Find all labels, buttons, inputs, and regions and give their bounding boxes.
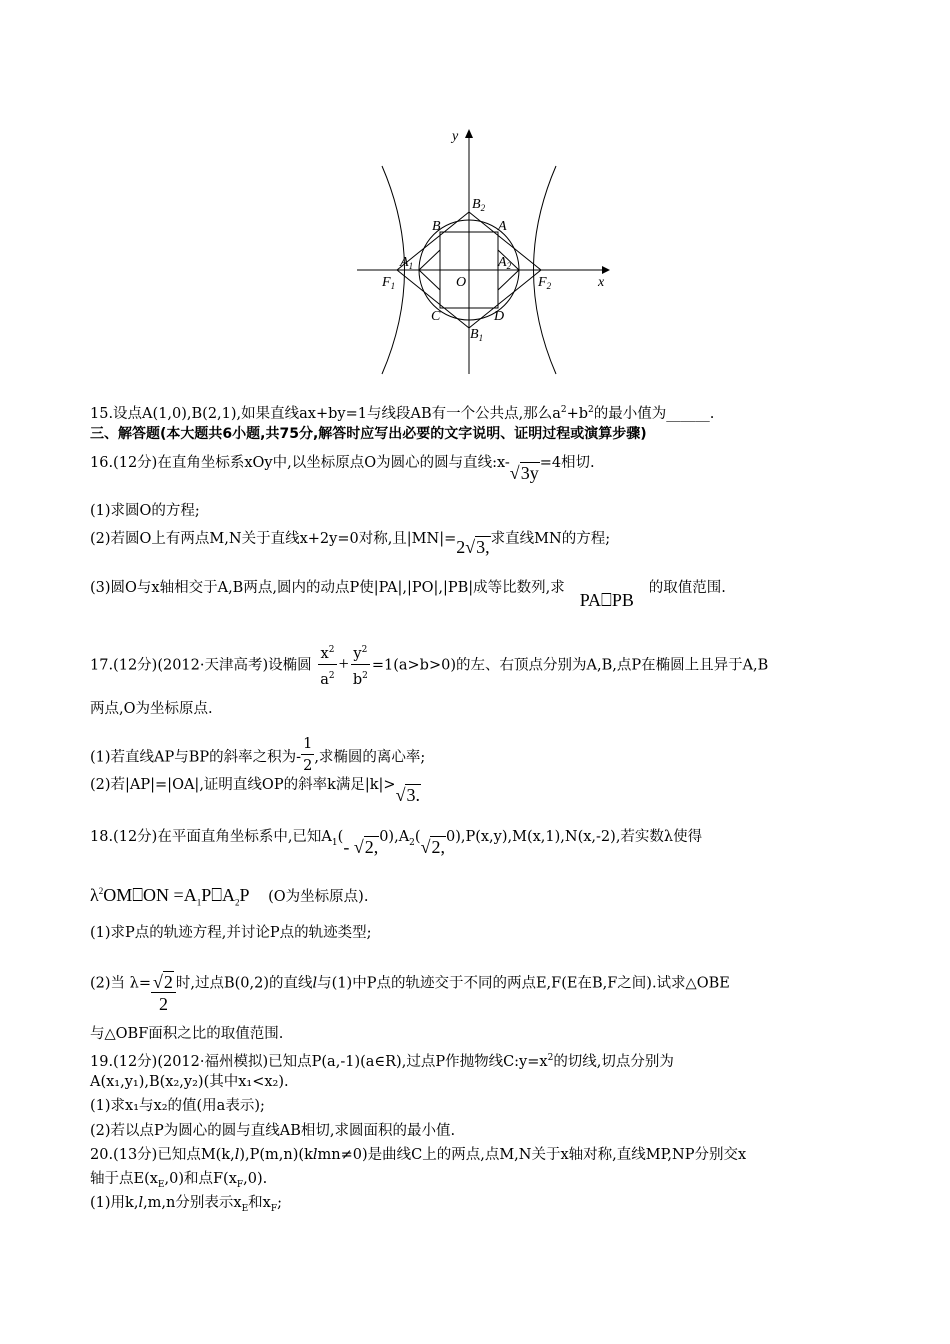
conic-figure: [352, 126, 612, 376]
q18-eq-note: (O为坐标原点).: [268, 889, 369, 905]
question-15: [90, 401, 714, 423]
q17-p1b: ,求椭圆的离心率;: [314, 749, 426, 766]
q19-part2: (2)若以点P为圆心的圆与直线AB相切,求圆面积的最小值.: [90, 1123, 456, 1139]
q20-l2b: ,0)和点F(x: [164, 1171, 237, 1187]
q20-l1c: mn≠0)是曲线C上的两点,点M,N关于x轴对称,直线MP,NP分别交x: [317, 1147, 747, 1163]
label-b: B: [432, 219, 441, 234]
q16-p2r: 2: [456, 537, 466, 557]
q17-cont: 两点,O为坐标原点.: [90, 701, 213, 717]
q16-part2: [90, 528, 611, 557]
q17-p1a: (1)若直线AP与BP的斜率之积为-: [90, 749, 302, 766]
q18-cont: 与△OBF面积之比的取值范围.: [90, 1026, 284, 1042]
q18-p2-frac: $\frac{√2}{2}$: [151, 972, 176, 1015]
y-axis-arrow-icon: [465, 129, 473, 138]
q19-l1s: 2: [547, 1053, 554, 1063]
q16-sqrt: √3y: [509, 463, 539, 483]
label-x: x: [598, 275, 605, 290]
label-o: O: [456, 275, 467, 290]
q20-l2c: ,0).: [243, 1171, 268, 1187]
label-a2: $A_2$: [498, 255, 512, 271]
q18-head: 18.(12分)在平面直角坐标系中,已知A: [90, 829, 332, 845]
q20-part1: [90, 1194, 282, 1218]
question-16: [90, 452, 595, 483]
q18-sqrt2: √2,: [420, 837, 445, 857]
q17-p2-sqrt: √3.: [395, 785, 420, 805]
q15-mid: +b: [566, 405, 589, 422]
q15-text: 15.设点A(1,0),B(2,1),如果直线ax+by=1与线段AB有一个公共点,那么a: [90, 405, 561, 422]
q17-part1: [90, 736, 425, 779]
q15-sup1: 2: [560, 405, 567, 415]
q20-l2f: F: [236, 1179, 244, 1190]
q20-l1l-2: l: [312, 1147, 318, 1163]
q17-part2: [90, 774, 421, 805]
q20-p1-l: l: [138, 1195, 144, 1211]
q18-m1: 0),A: [379, 829, 410, 845]
q16-p2b: 求直线MN的方程;: [490, 531, 611, 547]
q19-l1a: 19.(12分)(2012·福州模拟)已知点P(a,-1)(a∈R),过点P作抛物线C:y=x: [90, 1053, 548, 1070]
x-axis-arrow-icon: [602, 266, 610, 274]
q20-l2e: E: [157, 1179, 165, 1190]
q18-tail: 0),P(x,y),M(x,1),N(x,-2),若实数λ使得: [445, 829, 703, 845]
q16-p2a: (2)若圆O上有两点M,N关于直线x+2y=0对称,且|MN|=: [90, 531, 457, 547]
question-17: 17.(12分)(2012·天津高考)设椭圆 $\frac{x^2}{a^2}$ + $\frac{y^2}{b^2}$ =1(a>b>0)的左、右顶点分别为A,B,点P在椭圆上且异于A,B: [90, 640, 768, 691]
q16-p3b: 的取值范围.: [648, 580, 726, 596]
q17-head: 17.(12分)(2012·天津高考)设椭圆: [90, 657, 312, 674]
q16-part1: (1)求圆O的方程;: [90, 503, 200, 519]
q18-s2: 2: [409, 837, 415, 848]
q18-part2: [90, 962, 730, 1014]
q20-l1l: l: [234, 1147, 240, 1163]
question-20: [90, 1146, 746, 1164]
q20-p1e: E: [241, 1203, 249, 1214]
q18-eq-formula: $\lambda^2OM⎕ON$ $=A_1P⎕A_2P$: [90, 885, 250, 908]
q16-head: 16.(12分)在直角坐标系xOy中,以坐标原点O为圆心的圆与直线:x-: [90, 455, 510, 471]
label-a: A: [498, 219, 507, 234]
q18-p2c: 与(1)中P点的轨迹交于不同的两点E,F(E在B,F之间).试求△OBE: [317, 975, 730, 992]
label-b1: $B_1$: [470, 327, 484, 343]
label-f1: $F_1$: [382, 275, 396, 291]
q18-s1: 1: [331, 837, 338, 848]
q16-p3-vector: PA⎕PB: [579, 590, 634, 610]
q18-sqrt1: - √2,: [343, 837, 379, 857]
q18-p2l: l: [312, 975, 318, 992]
q19-l1b: 的切线,切点分别为: [553, 1053, 674, 1070]
label-c: C: [431, 309, 441, 324]
q17-p2a: (2)若|AP|=|OA|,证明直线OP的斜率k满足|k|>: [90, 777, 396, 793]
q20-p1a: (1)用k,: [90, 1195, 139, 1211]
q16-p2-sqrt: √3,: [465, 537, 490, 557]
q20-p1d: ;: [277, 1195, 282, 1211]
q20-p1b: ,m,n分别表示x: [143, 1195, 242, 1211]
figure-svg: [352, 126, 612, 376]
q15-sup2: 2: [588, 405, 594, 415]
q18-o1: (: [337, 829, 344, 845]
q16-p3a: (3)圆O与x轴相交于A,B两点,圆内的动点P使|PA|,|PO|,|PB|成等比数列,求: [90, 580, 565, 596]
q17-p1-frac: $\frac{1}{2}$: [303, 736, 313, 774]
label-a1: $A_1$: [400, 255, 414, 271]
q19-part1: (1)求x₁与x₂的值(用a表示);: [90, 1098, 265, 1114]
q20-l1a: 20.(13分)已知点M(k,: [90, 1147, 235, 1163]
label-f2: $F_2$: [538, 275, 552, 291]
q20-p1c: 和x: [248, 1195, 271, 1211]
q19-line2: A(x₁,y₁),B(x₂,y₂)(其中x₁<x₂).: [90, 1074, 289, 1090]
label-y: y: [452, 129, 459, 144]
q17-frac-x: $\frac{x^2}{a^2}$: [318, 640, 336, 691]
q20-l2: 轴于点E(x: [90, 1171, 158, 1187]
q18-o2: (: [414, 829, 421, 845]
q20-line2: [90, 1170, 267, 1194]
q16-part3: [90, 577, 726, 610]
q18-p2a: (2)当 λ=: [90, 975, 151, 992]
q20-l1b: ),P(m,n)(k: [239, 1147, 313, 1163]
q17-tail: =1(a>b>0)的左、右顶点分别为A,B,点P在椭圆上且异于A,B: [371, 657, 769, 674]
label-d: D: [494, 309, 505, 324]
label-b2: $B_2$: [472, 197, 486, 213]
q16-tail: =4相切.: [539, 455, 595, 471]
q17-frac-y: $\frac{y^2}{b^2}$: [351, 640, 370, 691]
question-18: [90, 826, 703, 857]
q20-p1f: F: [270, 1203, 278, 1214]
question-19: [90, 1049, 674, 1071]
section-heading: 三、解答题(本大题共6小题,共75分,解答时应写出必要的文字说明、证明过程或演算步骤): [90, 426, 647, 442]
q18-p2b: 时,过点B(0,2)的直线: [175, 975, 313, 992]
q18-equation: [90, 882, 368, 912]
q15-tail: 的最小值为______.: [593, 405, 715, 422]
q18-part1: (1)求P点的轨迹方程,并讨论P点的轨迹类型;: [90, 925, 372, 941]
